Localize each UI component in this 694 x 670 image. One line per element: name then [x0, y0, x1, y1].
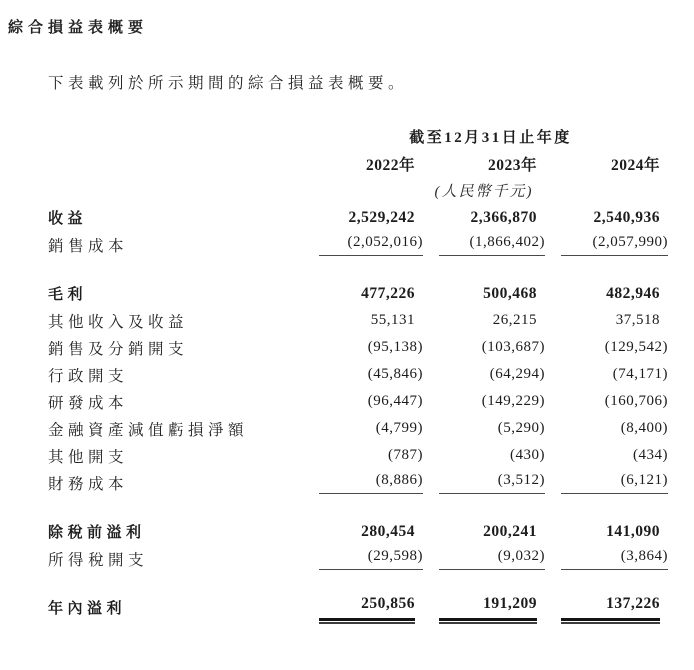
value-cell — [303, 442, 423, 469]
value-text: (103,687) — [481, 339, 545, 355]
value-cell — [545, 204, 668, 231]
value-text: 2,540,936 — [593, 208, 661, 226]
value-cell — [423, 415, 545, 442]
value-cell — [545, 307, 668, 334]
spacer-cell — [48, 572, 668, 594]
row-label: 行政開支 — [48, 367, 129, 385]
value-text: 500,468 — [483, 284, 537, 302]
value-cell — [303, 388, 423, 415]
table-row — [48, 442, 668, 469]
value-cell — [423, 231, 545, 258]
value-cell — [303, 280, 423, 307]
row-label: 毛利 — [48, 285, 88, 303]
table-row — [48, 545, 668, 572]
value-cell — [545, 388, 668, 415]
value-text: (45,846) — [367, 366, 423, 382]
table-row — [48, 204, 668, 231]
value-text: 37,518 — [615, 312, 661, 328]
value-cell — [303, 307, 423, 334]
value-text: (2,057,990) — [561, 234, 668, 256]
value-cell — [423, 469, 545, 496]
value-text: (64,294) — [489, 366, 545, 382]
value-text: (4,799) — [375, 420, 423, 436]
value-text: (3,864) — [561, 548, 668, 570]
value-cell — [423, 388, 545, 415]
value-text: 137,226 — [561, 595, 660, 621]
spacer-cell — [48, 258, 668, 280]
value-text: (29,598) — [319, 548, 423, 570]
table-row — [48, 415, 668, 442]
value-cell — [423, 361, 545, 388]
value-text: (430) — [510, 447, 545, 463]
value-text: (96,447) — [367, 393, 423, 409]
value-text: (434) — [633, 447, 669, 463]
income-statement-table — [48, 123, 668, 621]
value-cell — [423, 442, 545, 469]
value-text: 2,529,242 — [348, 208, 415, 226]
value-text: (3,512) — [439, 472, 545, 494]
year-column-2023: 2023年 — [487, 156, 537, 174]
value-text: (160,706) — [604, 393, 669, 409]
row-label: 年內溢利 — [48, 599, 127, 617]
value-cell — [545, 545, 668, 572]
year-column-2022: 2022年 — [365, 156, 415, 174]
year-header-row — [48, 150, 668, 177]
page-title: 綜合損益表概要 — [8, 18, 149, 36]
value-text: (787) — [388, 447, 423, 463]
table-row — [48, 388, 668, 415]
table-row — [48, 280, 668, 307]
empty-cell — [48, 123, 303, 150]
value-text: (149,229) — [481, 393, 545, 409]
table-row — [48, 518, 668, 545]
table-row — [48, 307, 668, 334]
value-cell — [423, 594, 545, 621]
year-column-2024: 2024年 — [611, 156, 661, 174]
table-row — [48, 594, 668, 621]
value-cell — [545, 415, 668, 442]
spacer-row — [48, 258, 668, 280]
row-label: 金融資產減值虧損淨額 — [48, 421, 249, 439]
value-text: 200,241 — [483, 522, 537, 540]
value-cell — [303, 334, 423, 361]
value-cell — [545, 469, 668, 496]
value-cell — [303, 518, 423, 545]
value-text: (129,542) — [604, 339, 669, 355]
row-label: 其他開支 — [48, 448, 129, 466]
value-text: 55,131 — [370, 312, 415, 328]
value-cell — [545, 280, 668, 307]
intro-text: 下表載列於所示期間的綜合損益表概要。 — [48, 75, 409, 92]
value-cell — [423, 204, 545, 231]
value-cell — [423, 280, 545, 307]
value-cell — [303, 204, 423, 231]
value-text: 26,215 — [492, 312, 537, 328]
value-cell — [545, 442, 668, 469]
value-cell — [423, 334, 545, 361]
value-cell — [545, 361, 668, 388]
table-row — [48, 231, 668, 258]
value-text: 141,090 — [606, 522, 661, 540]
value-cell — [303, 415, 423, 442]
table-row — [48, 334, 668, 361]
value-text: 250,856 — [319, 595, 415, 621]
value-cell — [423, 307, 545, 334]
value-cell — [423, 545, 545, 572]
value-cell — [545, 334, 668, 361]
value-cell — [303, 545, 423, 572]
value-text: 191,209 — [439, 595, 537, 621]
value-cell — [423, 518, 545, 545]
value-cell — [545, 231, 668, 258]
table-row — [48, 361, 668, 388]
row-label: 研發成本 — [48, 394, 129, 412]
row-label: 所得稅開支 — [48, 551, 149, 569]
row-label: 財務成本 — [48, 475, 129, 493]
value-text: (5,290) — [497, 420, 545, 436]
value-text: (6,121) — [561, 472, 668, 494]
value-text: (8,886) — [319, 472, 423, 494]
value-cell — [303, 361, 423, 388]
value-text: (1,866,402) — [439, 234, 545, 256]
spacer-row — [48, 496, 668, 518]
empty-cell — [48, 177, 303, 204]
value-cell — [303, 231, 423, 258]
value-text: 280,454 — [361, 522, 415, 540]
value-cell — [303, 469, 423, 496]
empty-cell — [48, 150, 303, 177]
table-body — [48, 204, 668, 621]
value-cell — [303, 594, 423, 621]
value-cell — [545, 518, 668, 545]
empty-cell — [303, 177, 423, 204]
value-text: (74,171) — [612, 366, 669, 382]
value-text: 2,366,870 — [470, 208, 537, 226]
table-row — [48, 469, 668, 496]
spacer-cell — [48, 496, 668, 518]
value-text: (95,138) — [367, 339, 423, 355]
row-label: 銷售及分銷開支 — [48, 340, 189, 358]
row-label: 除稅前溢利 — [48, 523, 146, 541]
value-text: (2,052,016) — [319, 234, 423, 256]
row-label: 收益 — [48, 209, 88, 227]
currency-unit-note: (人民幣千元) — [434, 184, 534, 200]
period-header: 截至12月31日止年度 — [409, 130, 572, 146]
row-label: 銷售成本 — [48, 237, 129, 255]
empty-cell — [545, 177, 668, 204]
value-text: 482,946 — [606, 284, 661, 302]
value-text: (9,032) — [439, 548, 545, 570]
value-text: (8,400) — [620, 420, 669, 436]
row-label: 其他收入及收益 — [48, 313, 189, 331]
spacer-row — [48, 572, 668, 594]
period-header-row — [48, 123, 668, 150]
value-cell — [545, 594, 668, 621]
unit-note-row — [48, 177, 668, 204]
value-text: 477,226 — [361, 284, 415, 302]
